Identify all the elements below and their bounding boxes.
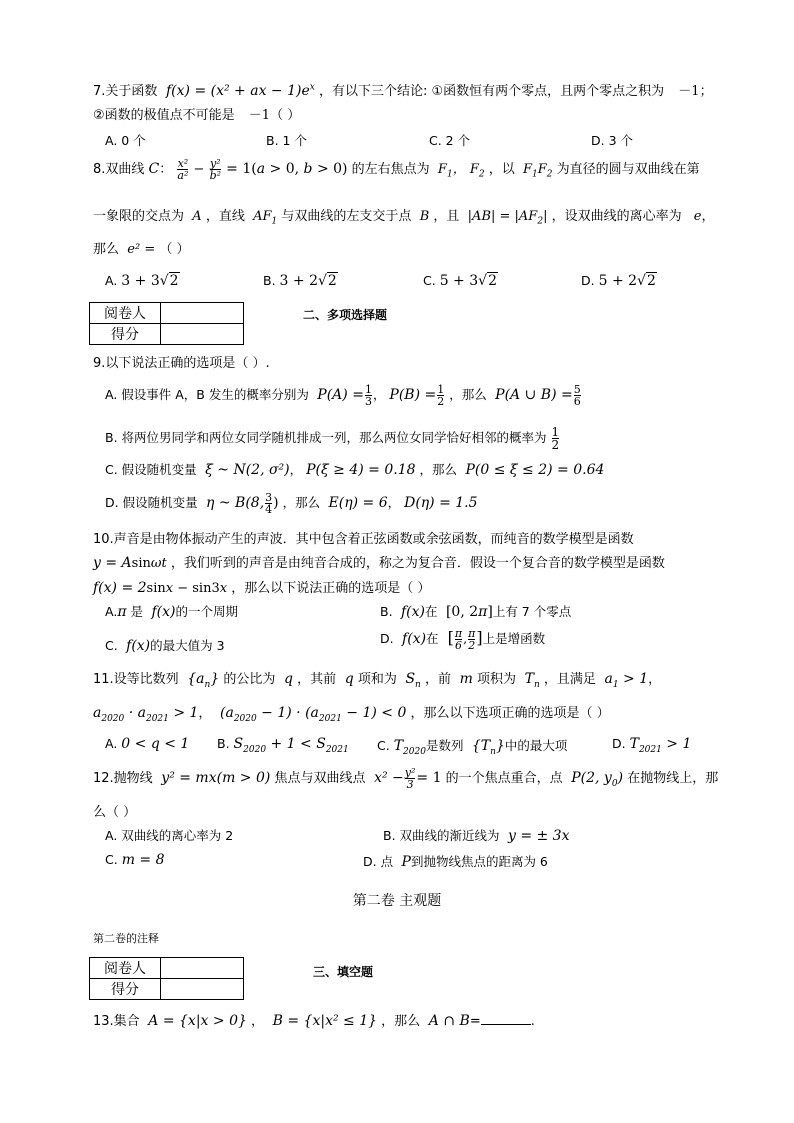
q12-option-c: C. m = 8 [105, 852, 165, 868]
q10-line2: y = Asinωt ，我们听到的声音是由纯音合成的，称之为复合音．假设一个复合音的数学模型是函数 [93, 555, 665, 571]
q7-function: f(x) = (x² + ax − $1)e^x$ [161, 82, 315, 99]
q12-option-a: A. 双曲线的离心率为 2 [105, 828, 234, 843]
q12-line2: 么（ ） [93, 805, 137, 820]
q7-line2: ②函数的极值点不可能是 －1（ ） [93, 108, 301, 123]
q7-option-a: A. 0 个 [105, 133, 146, 148]
q11-option-b: B. $S_{2020} + 1 < S_{2021}$ [217, 736, 349, 755]
q12-line1: 12.抛物线 y² = mx(m > 0) 焦点与双曲线点 x² − $\frac{\text{y²}}{3}$ = 1 的一个焦点重合，点 P(2, $y_0$) 在抛物线上，那 [93, 766, 719, 791]
q11-line1: 11.设等比数列 $\{a_n\}$ 的公比为 q ，其前 q 项和为 $S_n$ ，前 m 项积为 $T_n$ ，且满足 $a_1 > 1$， [93, 671, 662, 690]
q10-option-c: C. f(x)的最大值为 3 [105, 638, 225, 654]
q8-line2: 一象限的交点为 A ，直线 $AF_1$ 与双曲线的左支交于点 B ，且 $|AB| = |AF_2|$ ，设双曲线的离心率为 e， [93, 209, 715, 227]
q8-line3: 那么 e² = （ ） [93, 242, 190, 257]
grade-score-field[interactable] [161, 324, 244, 345]
q7-line1: 7.关于函数 f(x) = (x² + ax − $1)e^x$ ，有以下三个结论: ①函数恒有两个零点，且两个零点之积为 －1； [93, 82, 713, 99]
q7-option-b: B. 1 个 [266, 133, 307, 148]
q9-option-a: A. 假设事件 A，B 发生的概率分别为 P(A) = $\frac{1}{3}$ ， P(B) = $\frac{1}{2}$ ，那么 P(A ∪ B) = $\frac{5}{6}$ [105, 383, 581, 408]
grade-reader-label: 阅卷人 [90, 303, 161, 324]
q10-line1: 10.声音是由物体振动产生的声波．其中包含着正弦函数或余弦函数，而纯音的数学模型是函数 [93, 532, 634, 547]
q9-option-d: D. 假设随机变量 η ~ B(8, $\frac{3}{4}$ ) ，那么 E(η) = 6， D(η) = 1.5 [105, 491, 478, 516]
q11-option-a: A. 0 < q < 1 [105, 736, 190, 752]
q9-stem: 9.以下说法正确的选项是（ ）. [93, 356, 270, 371]
grade-reader-label: 阅卷人 [90, 958, 161, 979]
section-title-fill-blank: 三、填空题 [313, 965, 374, 979]
q11-line2: $a_{2020} \cdot a_{2021} > 1$， $(a_{2020} - 1) \cdot (a_{2021} - 1) < 0$ ，那么以下选项正确的选项是（ ） [93, 705, 610, 724]
grade-reader-field[interactable] [161, 303, 244, 324]
grade-score-field[interactable] [161, 979, 244, 1000]
q13-line: 13.集合 A = {x|x > 0} ， B = {x|x² ≤ 1} ，那么 A ∩ B= . [93, 1013, 535, 1029]
grade-score-label: 得分 [90, 324, 161, 345]
q8-option-c: C. 5 + 3√2 [423, 273, 497, 289]
grade-reader-field[interactable] [161, 958, 244, 979]
q9-option-b: B. 将两位男同学和两位女同学随机排成一列，那么两位女同学恰好相邻的概率为 $\frac{1}{2}$ [105, 425, 560, 452]
q11-option-d: D. $T_{2021} > 1$ [612, 736, 692, 755]
q8-option-a: A. 3 + 3√2 [105, 273, 179, 289]
grade-score-label: 得分 [90, 979, 161, 1000]
q12-option-d: D. 点 P到抛物线焦点的距离为 6 [363, 854, 548, 870]
q10-option-a: A.π 是 f(x)的一个周期 [105, 604, 238, 620]
grade-table-1 [89, 302, 244, 345]
q11-option-c: C. $T_{2020}$是数列 $\{T_n\}$中的最大项 [377, 738, 568, 757]
q8-option-b: B. 3 + 2√2 [263, 273, 337, 289]
q7-option-d: D. 3 个 [591, 133, 633, 148]
q8-line1: 8.双曲线 C： $\frac{\text{x²}}{\text{a²}}$ − $\frac{\text{y²}}{\text{b²}}$ = 1(a > 0, b > 0) 的左右焦点为 $F_1$， $F_2$ ，以 $F_1F_2$ 为直径的圆与双曲线在第 [93, 157, 700, 182]
q10-option-b: B. f(x)在 [0, 2π]上有 7 个零点 [380, 604, 572, 620]
part2-title: 第二卷 主观题 [352, 893, 442, 909]
q13-answer-blank[interactable] [481, 1012, 531, 1025]
section-title-multi-choice: 二、多项选择题 [303, 308, 388, 322]
q12-option-b: B. 双曲线的渐近线为 y = ± 3x [383, 828, 570, 844]
q9-option-c: C. 假设随机变量 ξ ~ N(2, σ²)， P(ξ ≥ 4) = 0.18 ，那么 P(0 ≤ ξ ≤ 2) = 0.64 [105, 462, 605, 478]
q10-line3: f(x) = 2sinx − sin3x ，那么以下说法正确的选项是（ ） [93, 580, 431, 596]
grade-table-2 [89, 957, 244, 1000]
q7-option-c: C. 2 个 [429, 133, 471, 148]
q10-option-d: D. f(x)在 [ $\frac{\pi}{6}$ , $\frac{\pi}{2}$ ]上是增函数 [380, 627, 546, 652]
q8-option-d: D. 5 + 2√2 [581, 273, 656, 289]
part2-note: 第二卷的注释 [93, 932, 159, 945]
